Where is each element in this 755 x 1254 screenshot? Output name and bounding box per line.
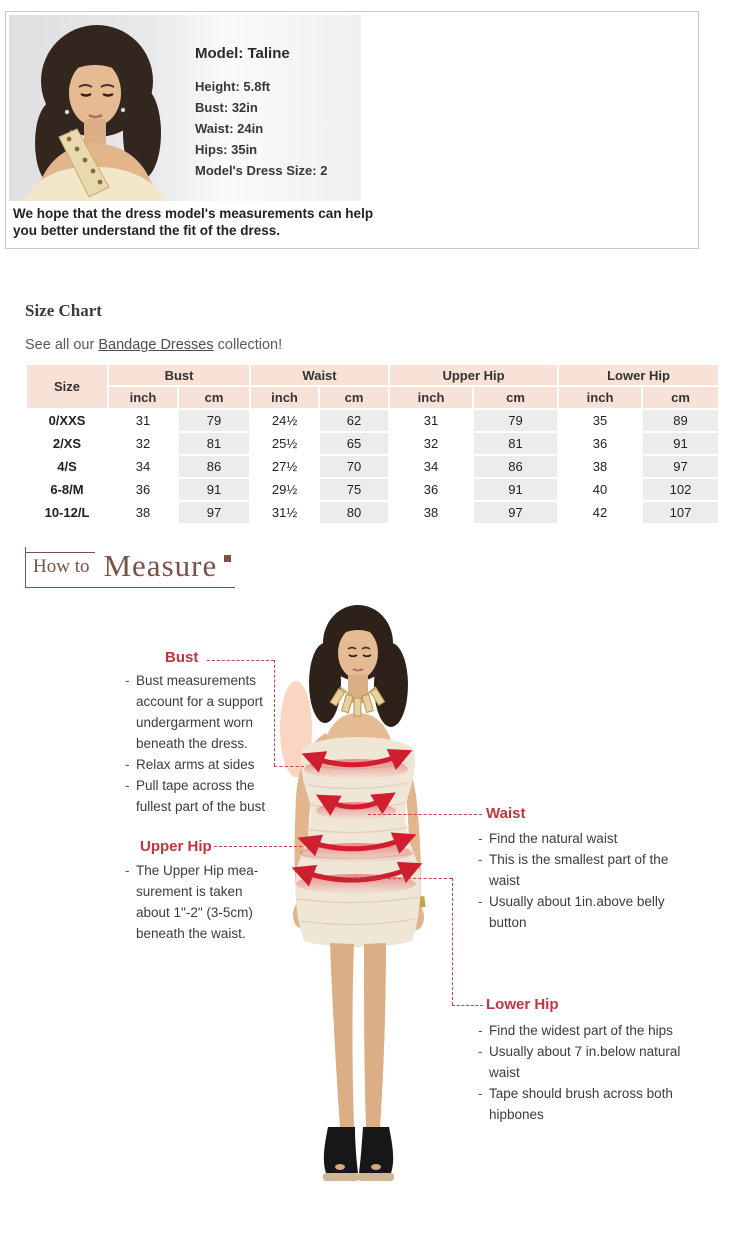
collection-link-line: See all our Bandage Dresses collection!: [25, 337, 283, 353]
lower-hip-instructions: [476, 1020, 686, 1125]
table-cell: 32: [109, 433, 177, 454]
table-cell: 86: [474, 456, 557, 477]
table-cell: 27½: [251, 456, 318, 477]
list-item: - This is the smallest part of the waist: [476, 849, 672, 891]
table-cell: 42: [559, 502, 641, 523]
unit-header: cm: [179, 387, 249, 408]
model-height: Height: 5.8ft: [195, 79, 271, 94]
table-cell: 36: [109, 479, 177, 500]
square-bullet-icon: [224, 555, 231, 562]
table-row: [27, 456, 718, 477]
how-to-measure-heading: How to Measure: [25, 547, 235, 588]
table-cell: 86: [179, 456, 249, 477]
table-cell: 38: [109, 502, 177, 523]
unit-header: inch: [390, 387, 472, 408]
measure-figure-illustration: [270, 599, 470, 1199]
model-hips: Hips: 35in: [195, 142, 258, 157]
table-cell: 31: [390, 410, 472, 431]
list-item: - Usually about 7 in.below natural waist: [476, 1041, 686, 1083]
table-cell: 79: [474, 410, 557, 431]
table-cell: 81: [179, 433, 249, 454]
table-cell: 36: [390, 479, 472, 500]
table-cell: 38: [559, 456, 641, 477]
table-cell: 62: [320, 410, 388, 431]
model-photo: [9, 15, 361, 201]
table-row: [27, 479, 718, 500]
upper-hip-instructions: [123, 860, 271, 944]
size-cell: 10-12/L: [27, 502, 107, 523]
waist-instructions: [476, 828, 672, 933]
bust-group-header: Bust: [109, 365, 249, 385]
list-item: - Bust measurements account for a support undergarment worn beneath the dress.: [123, 670, 277, 754]
list-item: - Pull tape across the fullest part of the bust: [123, 775, 277, 817]
size-cell: 2/XS: [27, 433, 107, 454]
lower-hip-connector-line: [452, 1005, 483, 1006]
table-cell: 40: [559, 479, 641, 500]
table-cell: 81: [474, 433, 557, 454]
table-cell: 38: [390, 502, 472, 523]
list-item: - Find the natural waist: [476, 828, 672, 849]
table-row: [27, 433, 718, 454]
unit-header: cm: [320, 387, 388, 408]
lower-hip-connector-line: [452, 878, 453, 1005]
model-name: Model: Taline: [195, 45, 290, 62]
list-item: - Tape should brush across both hipbones: [476, 1083, 686, 1125]
table-cell: 102: [643, 479, 718, 500]
table-cell: 97: [643, 456, 718, 477]
lower-hip-label: Lower Hip: [486, 996, 559, 1013]
model-dress-size: Model's Dress Size: 2: [195, 163, 328, 178]
table-cell: 31: [109, 410, 177, 431]
lower-hip-connector-line: [352, 878, 452, 879]
unit-header: inch: [109, 387, 177, 408]
table-cell: 91: [474, 479, 557, 500]
model-bust: Bust: 32in: [195, 100, 258, 115]
size-cell: 0/XXS: [27, 410, 107, 431]
model-waist: Waist: 24in: [195, 121, 264, 136]
model-info-box: [5, 11, 699, 249]
list-item: - Find the widest part of the hips: [476, 1020, 686, 1041]
table-cell: 65: [320, 433, 388, 454]
table-cell: 34: [390, 456, 472, 477]
table-cell: 91: [179, 479, 249, 500]
table-cell: 70: [320, 456, 388, 477]
bust-connector-line: [274, 766, 304, 767]
table-cell: 25½: [251, 433, 318, 454]
table-cell: 29½: [251, 479, 318, 500]
table-cell: 79: [179, 410, 249, 431]
bust-label: Bust: [165, 649, 199, 666]
table-row: [27, 502, 718, 523]
waist-label: Waist: [486, 805, 526, 822]
size-cell: 6-8/M: [27, 479, 107, 500]
table-row: [27, 410, 718, 431]
upper-hip-group-header: Upper Hip: [390, 365, 557, 385]
table-unit-header-row: [27, 387, 718, 408]
table-cell: 35: [559, 410, 641, 431]
table-group-header-row: [27, 365, 718, 385]
bust-connector-line: [207, 660, 274, 661]
table-cell: 31½: [251, 502, 318, 523]
lower-hip-group-header: Lower Hip: [559, 365, 718, 385]
size-chart-table: [25, 363, 720, 525]
list-item: - Usually about 1in.above belly button: [476, 891, 672, 933]
upper-hip-label: Upper Hip: [140, 838, 212, 855]
unit-header: inch: [251, 387, 318, 408]
size-chart-heading: Size Chart: [25, 301, 102, 320]
table-cell: 89: [643, 410, 718, 431]
how-to-measure-diagram: [0, 594, 755, 1254]
unit-header: cm: [643, 387, 718, 408]
waist-group-header: Waist: [251, 365, 388, 385]
size-column-header: Size: [27, 365, 107, 408]
unit-header: cm: [474, 387, 557, 408]
unit-header: inch: [559, 387, 641, 408]
model-box-caption: We hope that the dress model's measurements can help you better understand the fit of the dress.: [13, 206, 374, 238]
bandage-dresses-link[interactable]: Bandage Dresses: [98, 337, 214, 353]
upper-hip-connector-line: [214, 846, 302, 847]
table-cell: 91: [643, 433, 718, 454]
table-cell: 32: [390, 433, 472, 454]
table-cell: 97: [179, 502, 249, 523]
table-cell: 36: [559, 433, 641, 454]
table-cell: 80: [320, 502, 388, 523]
table-cell: 107: [643, 502, 718, 523]
bust-instructions: [123, 670, 277, 817]
size-cell: 4/S: [27, 456, 107, 477]
table-cell: 75: [320, 479, 388, 500]
list-item: - Relax arms at sides: [123, 754, 277, 775]
list-item: - The Upper Hip mea-surement is taken about 1"-2" (3-5cm) beneath the waist.: [123, 860, 271, 944]
model-stats: [195, 45, 327, 181]
table-cell: 97: [474, 502, 557, 523]
table-cell: 24½: [251, 410, 318, 431]
model-photo-illustration: [9, 15, 194, 201]
table-cell: 34: [109, 456, 177, 477]
waist-connector-line: [368, 814, 482, 815]
